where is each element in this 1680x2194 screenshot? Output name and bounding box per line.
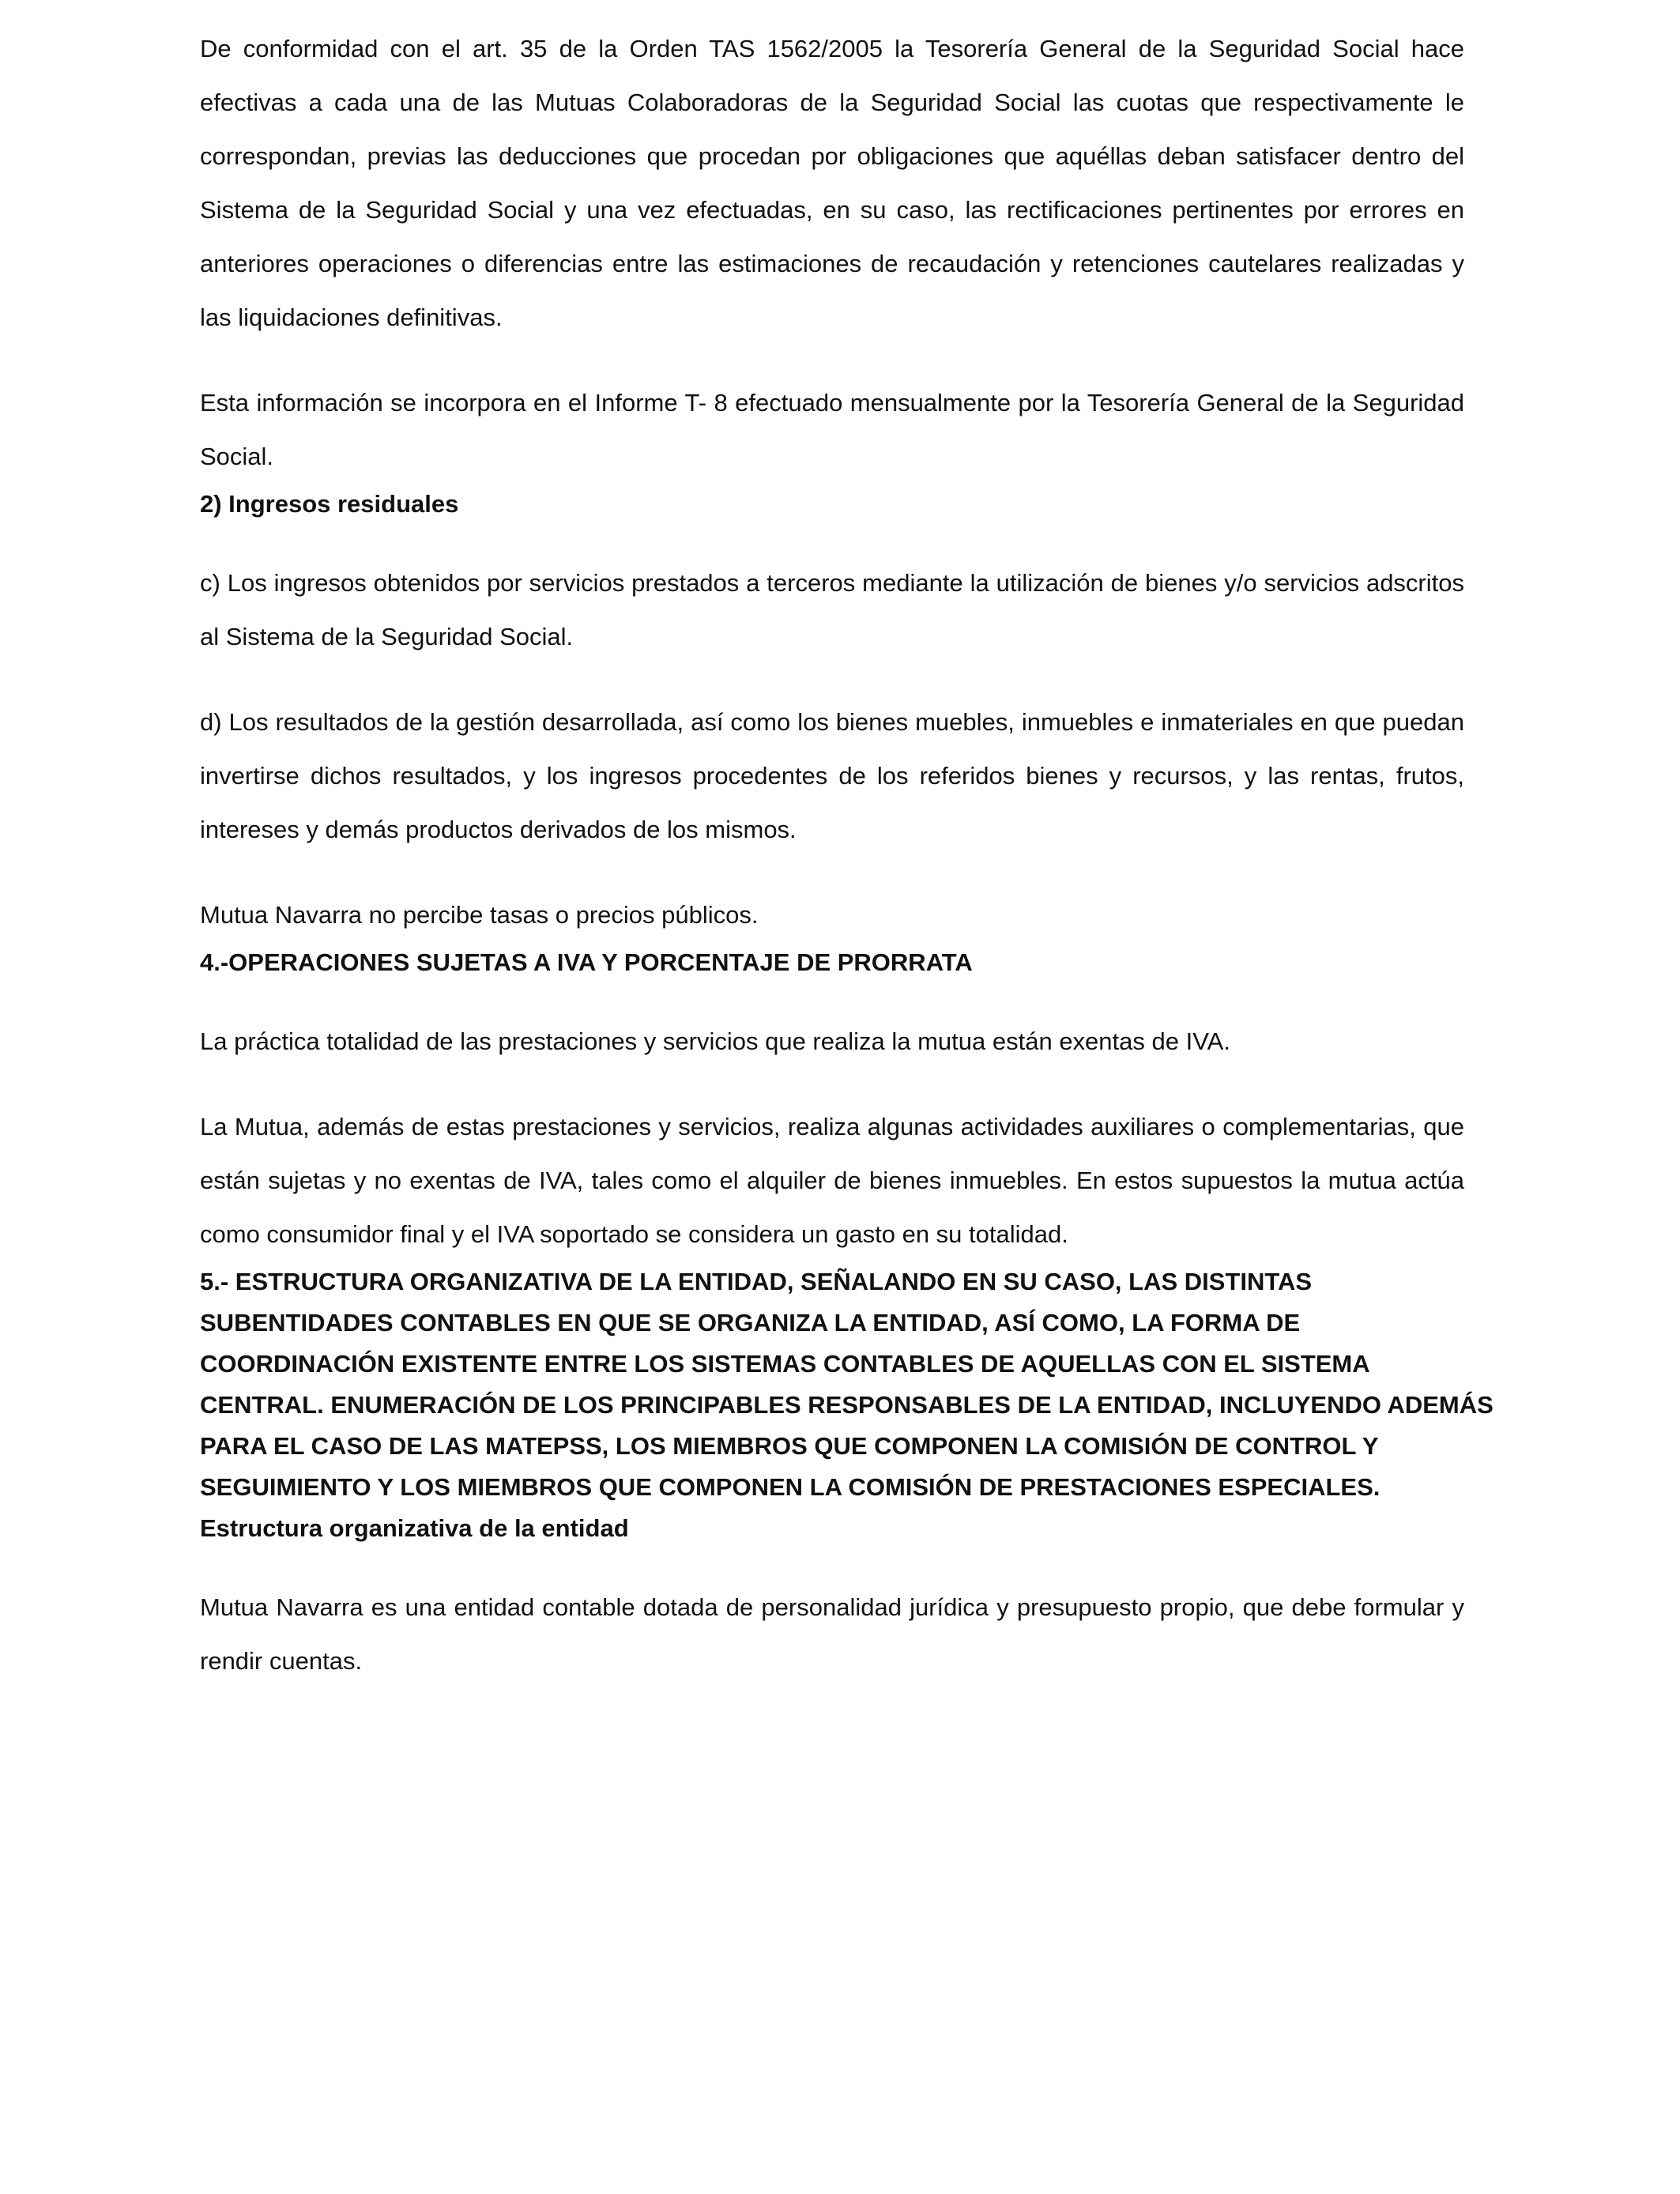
heading-estructura-organizativa: Estructura organizativa de la entidad bbox=[200, 1514, 629, 1542]
document-body bbox=[200, 22, 1494, 1688]
paragraph-informe-t8: Esta información se incorpora en el Informe T- 8 efectuado mensualmente por la Tesorería General de la Seguridad Social. bbox=[200, 389, 1464, 470]
paragraph-tasas: Mutua Navarra no percibe tasas o precios públicos. bbox=[200, 901, 759, 929]
paragraph-ingresos-d: d) Los resultados de la gestión desarrollada, así como los bienes muebles, inmuebles e inmateriales en que puedan invertirse dichos resultados, y los ingresos procedentes de los referidos bienes y recursos, y las rentas, frutos, intereses y demás productos derivados de los mismos. bbox=[200, 708, 1464, 843]
paragraph-cuotas: De conformidad con el art. 35 de la Orden TAS 1562/2005 la Tesorería General de la Seguridad Social hace efectivas a cada una de las Mutuas Colaboradoras de la Seguridad Social las cuotas que respectivamente le correspondan, previas las deducciones que procedan por obligaciones que aquéllas deban satisfacer dentro del Sistema de la Seguridad Social y una vez efectuadas, en su caso, las rectificaciones pertinentes por errores en anteriores operaciones o diferencias entre las estimaciones de recaudación y retenciones cautelares realizadas y las liquidaciones definitivas. bbox=[200, 35, 1464, 331]
paragraph-estructura: Mutua Navarra es una entidad contable dotada de personalidad jurídica y presupuesto propio, que debe formular y rendir cuentas. bbox=[200, 1593, 1464, 1675]
paragraph-iva-actividades: La Mutua, además de estas prestaciones y servicios, realiza algunas actividades auxiliares o complementarias, que están sujetas y no exentas de IVA, tales como el alquiler de bienes inmuebles. En estos supuestos la mutua actúa como consumidor final y el IVA soportado se considera un gasto en su totalidad. bbox=[200, 1113, 1464, 1248]
paragraph-iva-exentas: La práctica totalidad de las prestaciones y servicios que realiza la mutua están exentas de IVA. bbox=[200, 1027, 1230, 1055]
heading-section-5: 5.- ESTRUCTURA ORGANIZATIVA DE LA ENTIDAD, SEÑALANDO EN SU CASO, LAS DISTINTAS SUBENTIDADES CONTABLES EN QUE SE ORGANIZA LA ENTIDAD, ASÍ COMO, LA FORMA DE COORDINACIÓN EXISTENTE ENTRE LOS SISTEMAS CONTABLES DE AQUELLAS CON EL SISTEMA CENTRAL. ENUMERACIÓN DE LOS PRINCIPABLES RESPONSABLES DE LA ENTIDAD, INCLUYENDO ADEMÁS PARA EL CASO DE LAS MATEPSS, LOS MIEMBROS QUE COMPONEN LA COMISIÓN DE CONTROL Y SEGUIMIENTO Y LOS MIEMBROS QUE COMPONEN LA COMISIÓN DE PRESTACIONES ESPECIALES. bbox=[200, 1268, 1494, 1501]
heading-section-4: 4.-OPERACIONES SUJETAS A IVA Y PORCENTAJE DE PRORRATA bbox=[200, 948, 973, 976]
heading-ingresos-residuales: 2) Ingresos residuales bbox=[200, 490, 459, 518]
paragraph-ingresos-c: c) Los ingresos obtenidos por servicios prestados a terceros mediante la utilización de bienes y/o servicios adscritos al Sistema de la Seguridad Social. bbox=[200, 569, 1464, 650]
